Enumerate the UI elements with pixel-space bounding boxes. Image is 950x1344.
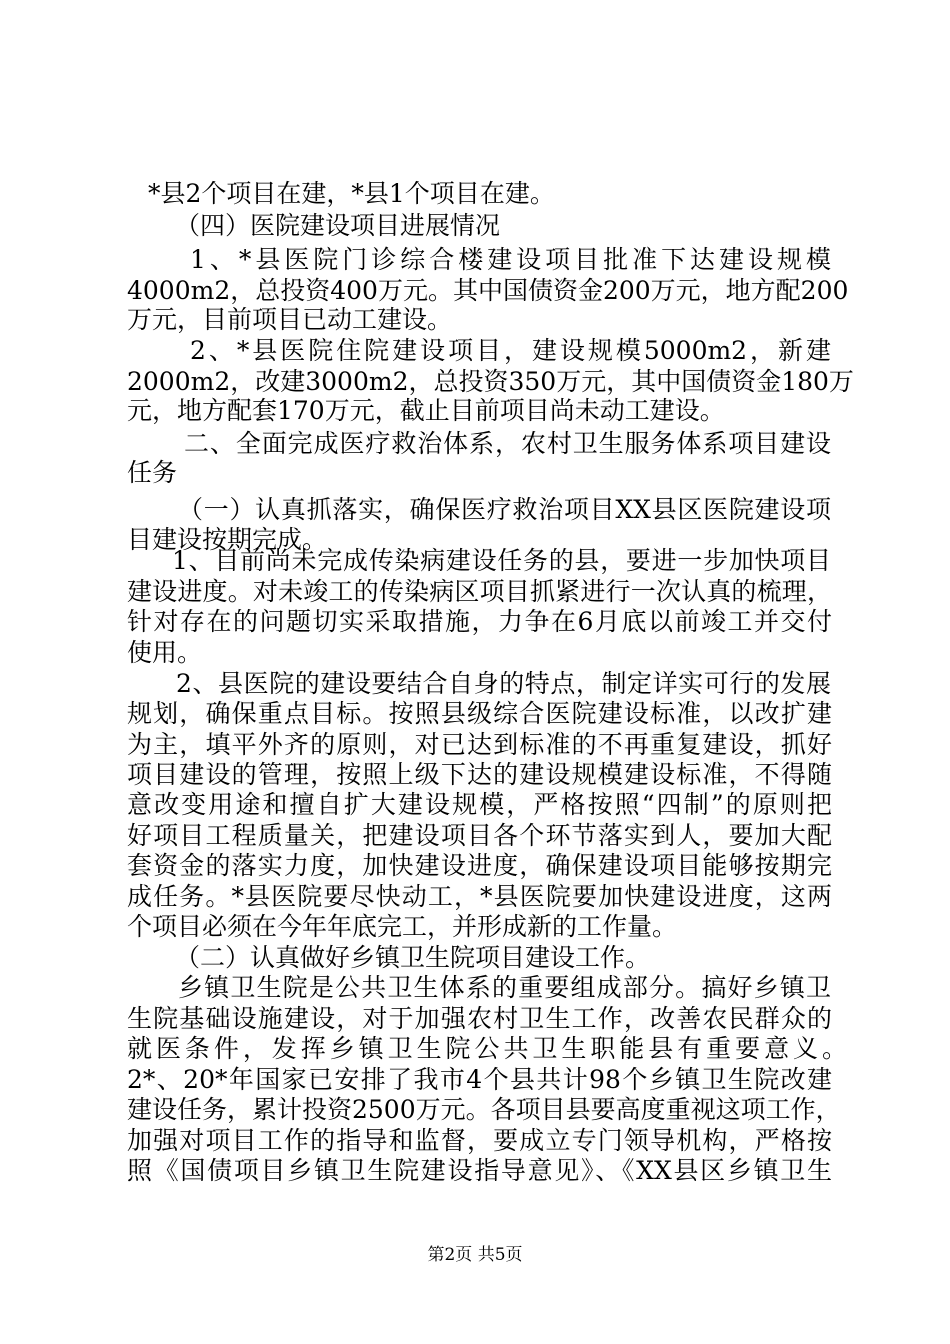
section-heading: 二、全面完成医疗救治体系，农村卫生服务体系项目建设 xyxy=(184,429,831,458)
text-line: 2、县医院的建设要结合自身的特点，制定详实可行的发展 xyxy=(176,669,831,698)
text-line: 个项目必须在今年年底完工，并形成新的工作量。 xyxy=(127,912,678,941)
text-line: 针对存在的问题切实采取措施，力争在6月底以前竣工并交付 xyxy=(127,607,832,636)
text-line: 好项目工程质量关，把建设项目各个环节落实到人，要加大配 xyxy=(127,821,832,850)
section-heading: （四）医院建设项目进展情况 xyxy=(175,211,501,240)
text-line: 4000m2，总投资400万元。其中国债资金200万元，地方配200 xyxy=(127,276,849,305)
text-line: 规划，确保重点目标。按照县级综合医院建设标准，以改扩建 xyxy=(127,699,832,728)
section-heading: （二）认真做好乡镇卫生院项目建设工作。 xyxy=(175,943,651,972)
text-line: 生院基础设施建设，对于加强农村卫生工作，改善农民群众的 xyxy=(127,1004,832,1033)
text-line: 就医条件，发挥乡镇卫生院公共卫生职能县有重要意义。 xyxy=(127,1034,847,1063)
text-line: 项目建设的管理，按照上级下达的建设规模建设标准，不得随 xyxy=(127,760,832,789)
text-line: 建设任务，累计投资2500万元。各项目县要高度重视这项工作， xyxy=(127,1095,841,1124)
text-line: 为主，填平外齐的原则，对已达到标准的不再重复建设，抓好 xyxy=(127,730,832,759)
text-line: 照《国债项目乡镇卫生院建设指导意见》、《XX县区乡镇卫生 xyxy=(127,1156,832,1185)
text-line: 2*、20*年国家已安排了我市4个县共计98个乡镇卫生院改建 xyxy=(127,1065,832,1094)
section-heading: 任务 xyxy=(127,458,178,487)
text-line: 成任务。*县医院要尽快动工，*县医院要加快建设进度，这两 xyxy=(127,882,832,911)
page-number-footer: 第2页 共5页 xyxy=(427,1245,523,1265)
text-line: 1、*县医院门诊综合楼建设项目批准下达建设规模 xyxy=(190,245,831,274)
text-line: 乡镇卫生院是公共卫生体系的重要组成部分。搞好乡镇卫 xyxy=(178,973,831,1002)
text-line: 万元，目前项目已动工建设。 xyxy=(127,305,453,334)
text-line: *县2个项目在建，*县1个项目在建。 xyxy=(148,179,555,208)
text-line: 意改变用途和擅自扩大建设规模，严格按照“四制”的原则把 xyxy=(127,790,832,819)
text-line: 1、目前尚未完成传染病建设任务的县，要进一步加快项目 xyxy=(172,546,831,575)
text-line: 建设进度。对未竣工的传染病区项目抓紧进行一次认真的梳理， xyxy=(127,577,832,606)
text-line: 目建设按期完成。 xyxy=(127,525,328,554)
text-line: 加强对项目工作的指导和监督，要成立专门领导机构，严格按 xyxy=(127,1126,832,1155)
text-line: 套资金的落实力度，加快建设进度，确保建设项目能够按期完 xyxy=(127,851,832,880)
text-line: 2000m2，改建3000m2，总投资350万元，其中国债资金180万 xyxy=(127,367,854,396)
text-line: 使用。 xyxy=(127,638,203,667)
text-line: 2、*县医院住院建设项目，建设规模5000m2，新建 xyxy=(190,336,831,365)
text-line: 元，地方配套170万元，截止目前项目尚未动工建设。 xyxy=(127,396,725,425)
text-line: （一）认真抓落实，确保医疗救治项目XX县区医院建设项 xyxy=(178,495,831,524)
